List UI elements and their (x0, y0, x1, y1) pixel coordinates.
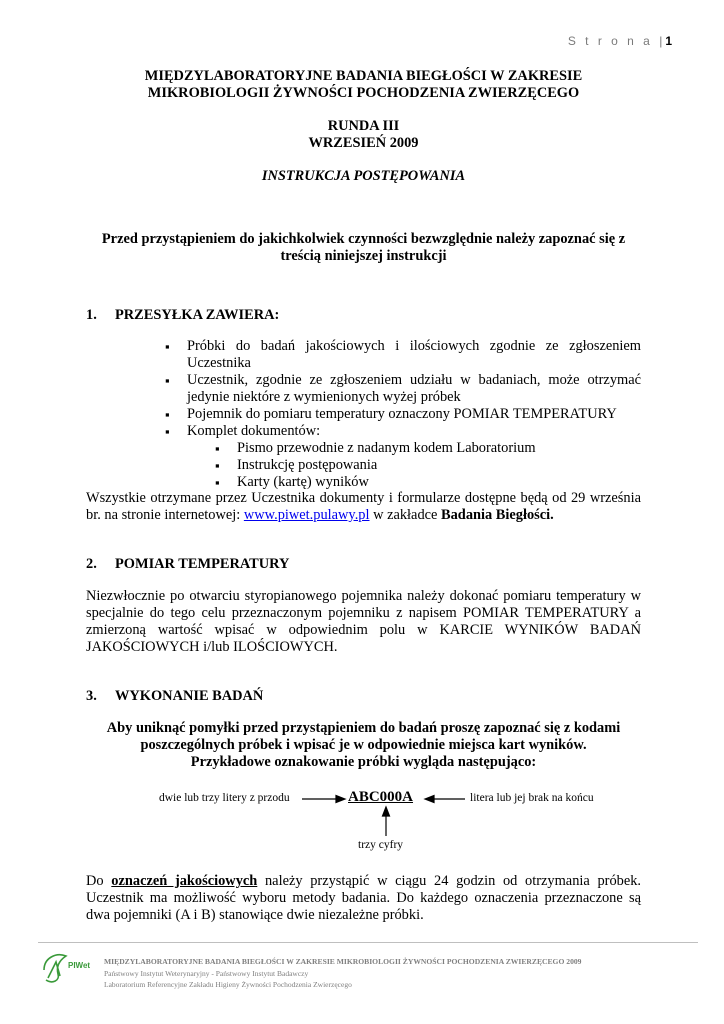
warning-line-1: Przed przystąpieniem do jakichkolwiek czynności bezwzględnie należy zapoznać się z (101, 231, 626, 247)
date-label: WRZESIEŃ 2009 (308, 135, 419, 151)
section-3-title: WYKONANIE BADAŃ (115, 688, 264, 704)
page-number: S t r o n a |1 (567, 34, 672, 48)
list-item: ▪ Próbki do badań jakościowych i ilościowych zgodnie ze zgłoszeniem Uczestnika (187, 338, 641, 372)
arrow-up-head (383, 807, 390, 816)
section-2-text: Niezwłocznie po otwarciu styropianowego pojemnika należy dokonać pomiaru temperatury w specjalnie do tego celu przeznaczonym pojemniku z napisem POMIAR TEMPERATURY a zmierzoną wartość wpisać w odpowiednim polu w KARCIE WYNIKÓW BADAŃ JAKOŚCIOWYCH i/lub ILOŚCIOWYCH. (86, 588, 641, 655)
doc-type: INSTRUKCJA POSTĘPOWANIA (261, 168, 466, 184)
footer-line-1: MIĘDZYLABORATORYJNE BADANIA BIEGŁOŚCI W ZAKRESIE MIKROBIOLOGII ŻYWNOŚCI POCHODZENIA ZWIERZĘCEGO 2009 (104, 957, 582, 966)
footer-line-2: Państwowy Instytut Weterynaryjny - Państwowy Instytut Badawczy (104, 969, 309, 978)
piwet-logo (38, 948, 98, 988)
diagram-code: ABC000A (348, 789, 414, 805)
warning-text (86, 231, 641, 265)
footer-divider (38, 942, 698, 943)
page-label: S t r o n a (567, 34, 653, 48)
diagram-left-label: dwie lub trzy litery z przodu (159, 792, 290, 804)
arrow-right-head (336, 796, 345, 803)
section-3-paragraph (86, 873, 641, 924)
section-2-title: POMIAR TEMPERATURY (115, 556, 290, 572)
page-number-value: 1 (665, 34, 672, 48)
arrow-left-head (425, 796, 434, 803)
para-start: Do (86, 873, 112, 889)
section-1-list (187, 338, 641, 440)
note-text-after: w zakładce (369, 507, 442, 523)
instruction-line-3: Przykładowe oznakowanie próbki wygląda następująco: (190, 754, 537, 770)
title-line-2: MIKROBIOLOGII ŻYWNOŚCI POCHODZENIA ZWIERZĘCEGO (147, 85, 580, 101)
section-3-heading (86, 688, 263, 705)
section-3-number: 3. (86, 688, 97, 704)
list-item: ▪ Instrukcję postępowania (237, 457, 641, 474)
sample-code-diagram (0, 780, 724, 860)
diagram-arrows (0, 780, 724, 860)
document-title (86, 68, 641, 102)
instruction-line-2: poszczególnych próbek i wpisać je w odpowiednie miejsca kart wyników. (140, 737, 587, 753)
list-item: ▪ Karty (kartę) wyników (237, 474, 641, 491)
footer-line-3: Laboratorium Referencyjne Zakładu Higieny Żywności Pochodzenia Zwierzęcego (104, 980, 352, 989)
section-3-instructions (86, 720, 641, 771)
title-line-1: MIĘDZYLABORATORYJNE BADANIA BIEGŁOŚCI W ZAKRESIE (144, 68, 583, 84)
para-rest: należy przystąpić w ciągu 24 godzin od otrzymania próbek. Uczestnik ma możliwość wyboru metody badania. Do każdego oznaczenia przeznaczone są dwa pojemniki (A i B) stanowiące dwie niezależne próbki. (86, 873, 642, 923)
logo-text: PIWet (68, 961, 91, 970)
list-item: ▪ Komplet dokumentów: (187, 423, 641, 440)
round-label: RUNDA III (327, 118, 400, 134)
section-2-number: 2. (86, 556, 97, 572)
list-item: ▪ Uczestnik, zgodnie ze zgłoszeniem udziału w badaniach, może otrzymać jedynie niektóre z wymienionych wyżej próbek (187, 372, 641, 406)
section-1-note (86, 490, 641, 524)
list-item: ▪ Pojemnik do pomiaru temperatury oznaczony POMIAR TEMPERATURY (187, 406, 641, 423)
note-text: Wszystkie otrzymane przez Uczestnika dokumenty i formularze dostępne będą od 29 września br. na stronie internetowej: (86, 490, 641, 523)
instruction-line-1: Aby uniknąć pomyłki przed przystąpieniem do badań proszę zapoznać się z kodami (106, 720, 621, 736)
diagram-right-label: litera lub jej brak na końcu (470, 792, 594, 804)
section-1-title: PRZESYŁKA ZAWIERA: (115, 307, 280, 323)
diagram-bottom-label: trzy cyfry (358, 839, 404, 851)
website-link[interactable]: www.piwet.pulawy.pl (243, 507, 370, 523)
list-item: ▪ Pismo przewodnie z nadanym kodem Laboratorium (237, 440, 641, 457)
warning-line-2: treścią niniejszej instrukcji (280, 248, 447, 264)
round-block (86, 118, 641, 152)
section-1-heading (86, 307, 279, 324)
section-2-heading (86, 556, 289, 573)
note-bold: Badania Biegłości. (441, 507, 554, 523)
section-1-number: 1. (86, 307, 97, 323)
section-1-sublist (237, 440, 641, 491)
para-underlined: oznaczeń jakościowych (111, 873, 258, 889)
